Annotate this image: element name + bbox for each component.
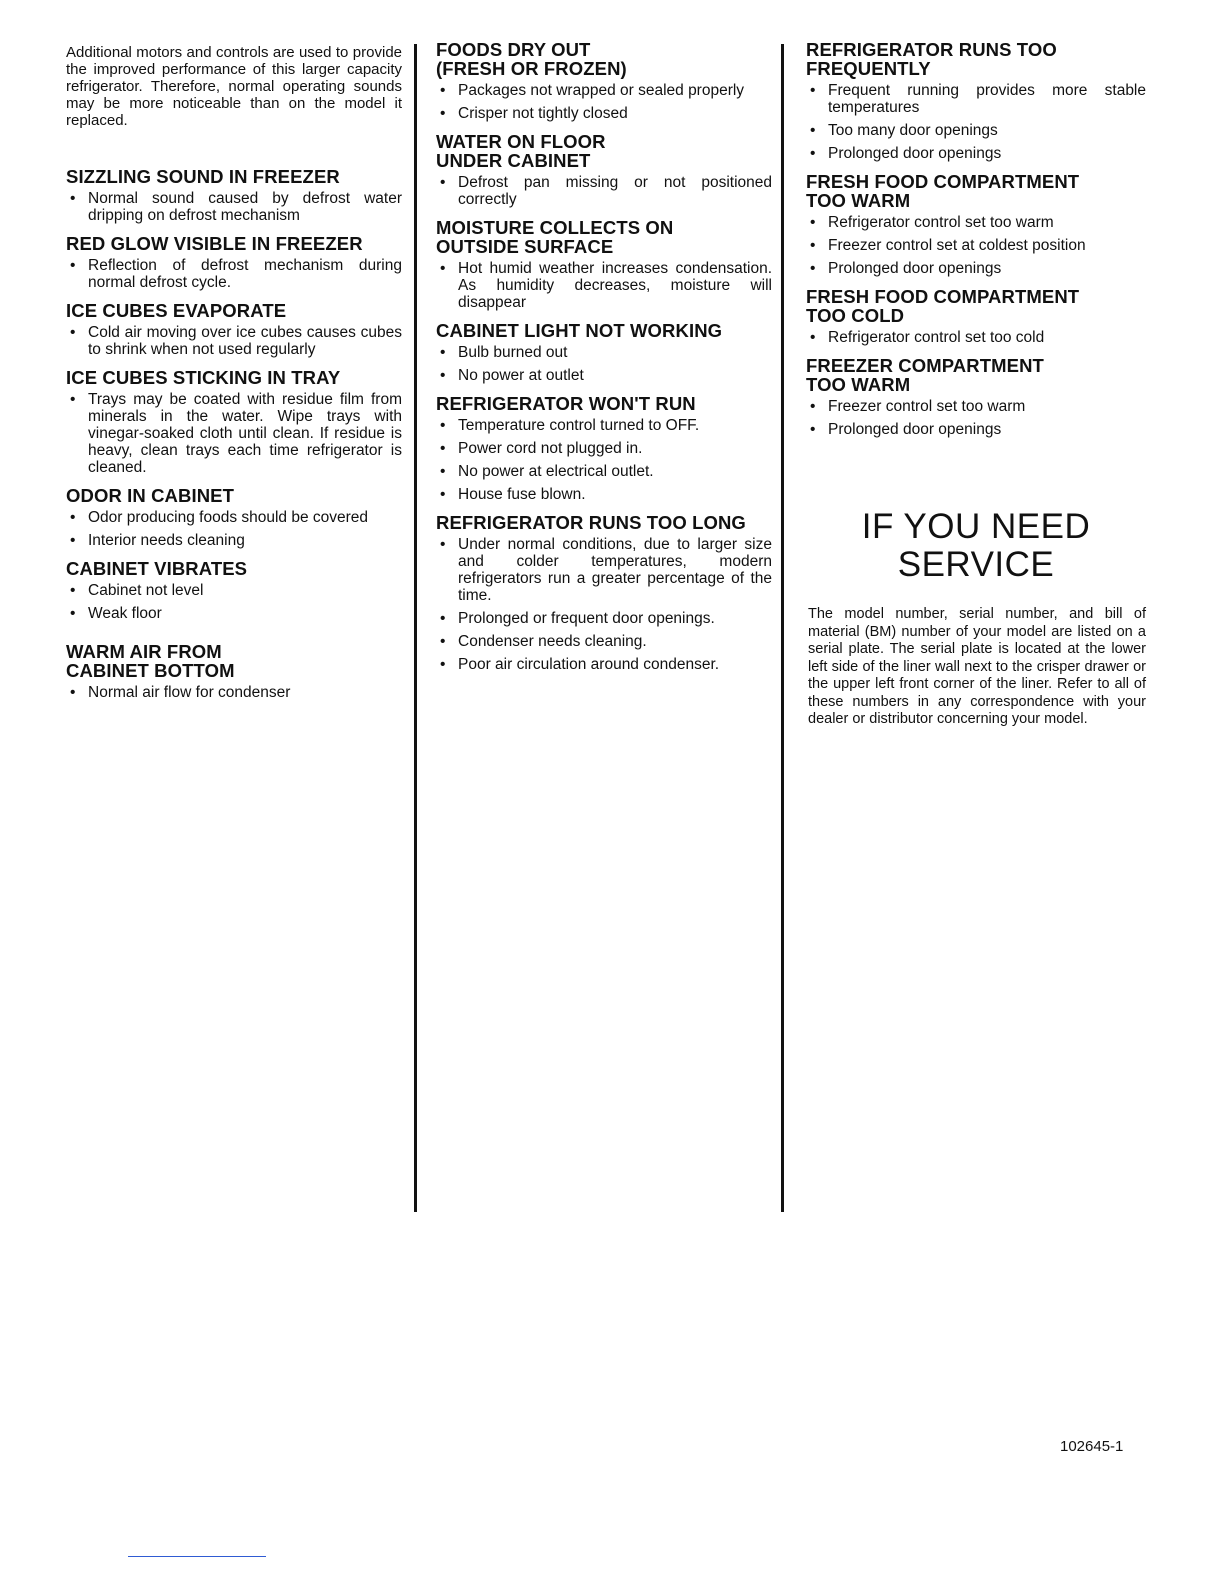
section-heading: CABINET LIGHT NOT WORKING — [436, 320, 723, 341]
section-heading: WATER ON FLOOR UNDER CABINET — [436, 131, 606, 171]
section-freezer-too-warm — [806, 356, 1146, 438]
list-item: • Reflection of defrost mechanism during normal defrost cycle. — [70, 257, 402, 291]
list-item: • Prolonged or frequent door openings. — [440, 610, 715, 627]
list-item: • House fuse blown. — [440, 486, 586, 503]
list-item: • Trays may be coated with residue film from minerals in the water. Wipe trays with vinegar-soaked cloth until clean. If residue is heavy, clean trays each time refrigerator is cleaned. — [70, 391, 402, 476]
service-title: IF YOU NEED SERVICE — [861, 507, 1091, 584]
section-heading: ICE CUBES STICKING IN TRAY — [66, 367, 341, 388]
list-item: • Weak floor — [70, 605, 162, 622]
section-heading: FRESH FOOD COMPARTMENT TOO COLD — [806, 286, 1080, 326]
section-runs-too-frequently — [806, 40, 1146, 162]
footer-link-underline — [128, 1556, 266, 1557]
list-item: • No power at electrical outlet. — [440, 463, 654, 480]
document-number: 102645-1 — [1060, 1438, 1124, 1455]
list-item: • Cold air moving over ice cubes causes cubes to shrink when not used regularly — [70, 324, 402, 358]
section-heading: SIZZLING SOUND IN FREEZER — [66, 166, 340, 187]
section-heading: REFRIGERATOR WON'T RUN — [436, 393, 696, 414]
section-cabinet-vibrates — [66, 559, 402, 622]
column-divider — [414, 44, 417, 1212]
list-item: • No power at outlet — [440, 367, 584, 384]
list-item: • Odor producing foods should be covered — [70, 509, 369, 526]
section-heading: RED GLOW VISIBLE IN FREEZER — [66, 233, 363, 254]
section-foods-dry-out — [436, 40, 772, 122]
section-warm-air — [66, 642, 402, 701]
column-left — [66, 40, 402, 711]
section-heading: FREEZER COMPARTMENT TOO WARM — [806, 355, 1044, 395]
section-ice-cubes-sticking — [66, 368, 402, 476]
list-item: • Condenser needs cleaning. — [440, 633, 647, 650]
list-item: • Poor air circulation around condenser. — [440, 656, 720, 673]
section-fresh-food-too-warm — [806, 172, 1146, 277]
list-item: • Frequent running provides more stable temperatures — [810, 82, 1146, 116]
service-paragraph: The model number, serial number, and bill of material (BM) number of your model are listed on a serial plate. The serial plate is located at the lower left side of the liner wall next to the crisper drawer or the upper left front corner of the liner. Refer to all of these numbers in any correspondence with your dealer or distributor concerning your model. — [808, 606, 1146, 727]
section-heading: CABINET VIBRATES — [66, 558, 248, 579]
section-sizzling-sound — [66, 167, 402, 224]
column-divider — [781, 44, 784, 1212]
section-heading: FRESH FOOD COMPARTMENT TOO WARM — [806, 171, 1080, 211]
section-heading: REFRIGERATOR RUNS TOO FREQUENTLY — [806, 39, 1057, 79]
list-item: • Freezer control set too warm — [810, 398, 1026, 415]
list-item: • Interior needs cleaning — [70, 532, 245, 549]
list-item: • Cabinet not level — [70, 582, 204, 599]
section-moisture-collects — [436, 218, 772, 311]
list-item: • Normal air flow for condenser — [70, 684, 291, 701]
column-middle — [436, 40, 772, 683]
list-item: • Prolonged door openings — [810, 145, 1002, 162]
section-heading: ODOR IN CABINET — [66, 485, 234, 506]
section-red-glow — [66, 234, 402, 291]
list-item: • Packages not wrapped or sealed properly — [440, 82, 745, 99]
section-heading: REFRIGERATOR RUNS TOO LONG — [436, 512, 746, 533]
list-item: • Defrost pan missing or not positioned correctly — [440, 174, 772, 208]
list-item: • Under normal conditions, due to larger size and colder temperatures, modern refrigerators run a greater percentage of the time. — [440, 536, 772, 604]
list-item: • Temperature control turned to OFF. — [440, 417, 700, 434]
section-heading: ICE CUBES EVAPORATE — [66, 300, 287, 321]
intro-paragraph: Additional motors and controls are used to provide the improved performance of this larger capacity refrigerator. Therefore, normal operating sounds may be more noticeable than on the model it replaced. — [66, 44, 402, 129]
list-item: • Bulb burned out — [440, 344, 568, 361]
section-cabinet-light — [436, 321, 772, 384]
section-fresh-food-too-cold — [806, 287, 1146, 346]
list-item: • Normal sound caused by defrost water dripping on defrost mechanism — [70, 190, 402, 224]
section-odor-in-cabinet — [66, 486, 402, 549]
list-item: • Prolonged door openings — [810, 421, 1002, 438]
section-heading: WARM AIR FROM CABINET BOTTOM — [66, 641, 235, 681]
list-item: • Refrigerator control set too cold — [810, 329, 1045, 346]
section-wont-run — [436, 394, 772, 503]
section-heading: FOODS DRY OUT (FRESH OR FROZEN) — [436, 39, 627, 79]
section-ice-cubes-evaporate — [66, 301, 402, 358]
list-item: • Hot humid weather increases condensation. As humidity decreases, moisture will disappear — [440, 260, 772, 311]
section-runs-too-long — [436, 513, 772, 673]
section-water-on-floor — [436, 132, 772, 208]
list-item: • Freezer control set at coldest position — [810, 237, 1086, 254]
list-item: • Too many door openings — [810, 122, 998, 139]
list-item: • Power cord not plugged in. — [440, 440, 643, 457]
list-item: • Prolonged door openings — [810, 260, 1002, 277]
list-item: • Refrigerator control set too warm — [810, 214, 1054, 231]
column-right — [806, 40, 1146, 729]
section-heading: MOISTURE COLLECTS ON OUTSIDE SURFACE — [436, 217, 674, 257]
list-item: • Crisper not tightly closed — [440, 105, 628, 122]
